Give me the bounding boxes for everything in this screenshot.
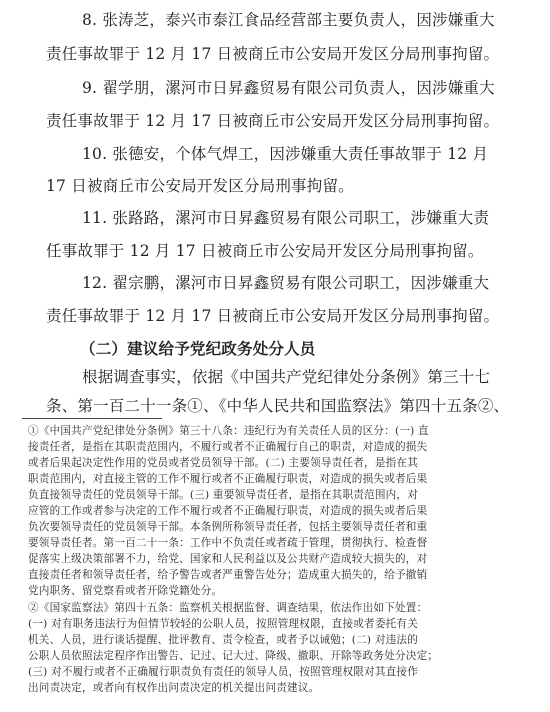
intro-paragraph-line-1: 根据调查事实，依据《中国共产党纪律处分条例》第三十七 bbox=[82, 368, 491, 386]
list-item-11-line-2: 任事故罪于 12 月 17 日被商丘市公安局开发区分局刑事拘留。 bbox=[46, 242, 484, 260]
list-item-9-line-1: 9. 翟学朋，漯河市日昇鑫贸易有限公司负责人，因涉嫌重大 bbox=[82, 79, 495, 97]
footnote-1-line: 要领导责任者。第一百二十一条：工作中不负责任或者疏于管理，贯彻执行、检查督 bbox=[28, 537, 428, 549]
footnote-2-line: ②《国家监察法》第四十五条：监察机关根据监督、调查结果，依法作出如下处置： bbox=[28, 602, 428, 614]
footnote-1-line: 职责范围内，对直接主管的工作不履行或者不正确履行职责，对造成的损失或者后果 bbox=[28, 473, 428, 485]
footnote-2-line: (一) 对有职务违法行为但情节较轻的公职人员，按照管理权限，直接或者委托有关 bbox=[28, 618, 419, 630]
list-item-8-line-1: 8. 张涛芝，泰兴市泰江食品经营部主要负责人，因涉嫌重大 bbox=[82, 11, 495, 29]
footnote-1-line: 促落实上级决策部署不力，给党、国家和人民利益以及公共财产造成较大损失的，对 bbox=[28, 553, 428, 565]
list-item-8-line-2: 责任事故罪于 12 月 17 日被商丘市公安局开发区分局刑事拘留。 bbox=[46, 45, 500, 63]
footnote-1-line: 接责任者，是指在其职责范围内，不履行或者不正确履行自己的职责，对造成的损失 bbox=[28, 441, 428, 453]
footnote-1-line: 负直接领导责任的党员领导干部。(三) 重要领导责任者，是指在其职责范围内，对 bbox=[28, 489, 419, 501]
intro-paragraph-line-2: 条、第一百二十一条①、《中华人民共和国监察法》第四十五条②、 bbox=[46, 397, 510, 415]
footnote-1-line: 或者后果起决定性作用的党员或者党员领导干部。(二) 主要领导责任者，是指在其 bbox=[28, 457, 419, 469]
list-item-9-line-2: 责任事故罪于 12 月 17 日被商丘市公安局开发区分局刑事拘留。 bbox=[46, 112, 500, 130]
footnote-1-line: 直接责任者和领导责任者，给予警告或者严重警告处分；造成重大损失的，给予撤销 bbox=[28, 569, 428, 581]
footnote-1-line: 应管的工作或者参与决定的工作不履行或者不正确履行职责，对造成的损失或者后果 bbox=[28, 505, 428, 517]
footnote-2-line: 公职人员依照法定程序作出警告、记过、记大过、降级、撤职、开除等政务处分决定； bbox=[28, 650, 439, 662]
list-item-11-line-1: 11. 张路路，漯河市日昇鑫贸易有限公司职工，涉嫌重大责 bbox=[82, 209, 490, 227]
footnote-2-line: 出问责决定，或者向有权作出问责决定的机关提出问责建议。 bbox=[28, 682, 320, 694]
footnote-divider bbox=[22, 418, 162, 419]
list-item-10-line-1: 10. 张德安，个体气焊工，因涉嫌重大责任事故罪于 12 月 bbox=[82, 145, 489, 163]
footnote-1-line: ①《中国共产党纪律处分条例》第三十八条：违纪行为有关责任人员的区分：(一) 直 bbox=[28, 425, 429, 437]
list-item-12-line-2: 责任事故罪于 12 月 17 日被商丘市公安局开发区分局刑事拘留。 bbox=[46, 307, 500, 325]
footnote-1-line: 党内职务、留党察看或者开除党籍处分。 bbox=[28, 585, 223, 597]
footnote-1-line: 负次要领导责任的党员领导干部。本条例所称领导责任者，包括主要领导责任者和重 bbox=[28, 521, 428, 533]
footnote-2-line: 机关、人员，进行谈话提醒、批评教育、责令检查，或者予以诫勉；(二) 对违法的 bbox=[28, 634, 419, 646]
footnote-2-line: (三) 对不履行或者不正确履行职责负有责任的领导人员，按照管理权限对其直接作 bbox=[28, 666, 419, 678]
section-heading: （二）建议给予党纪政务处分人员 bbox=[80, 339, 316, 358]
list-item-12-line-1: 12. 翟宗鹏，漯河市日昇鑫贸易有限公司职工，因涉嫌重大 bbox=[82, 274, 490, 292]
list-item-10-line-2: 17 日被商丘市公安局开发区分局刑事拘留。 bbox=[46, 177, 354, 195]
